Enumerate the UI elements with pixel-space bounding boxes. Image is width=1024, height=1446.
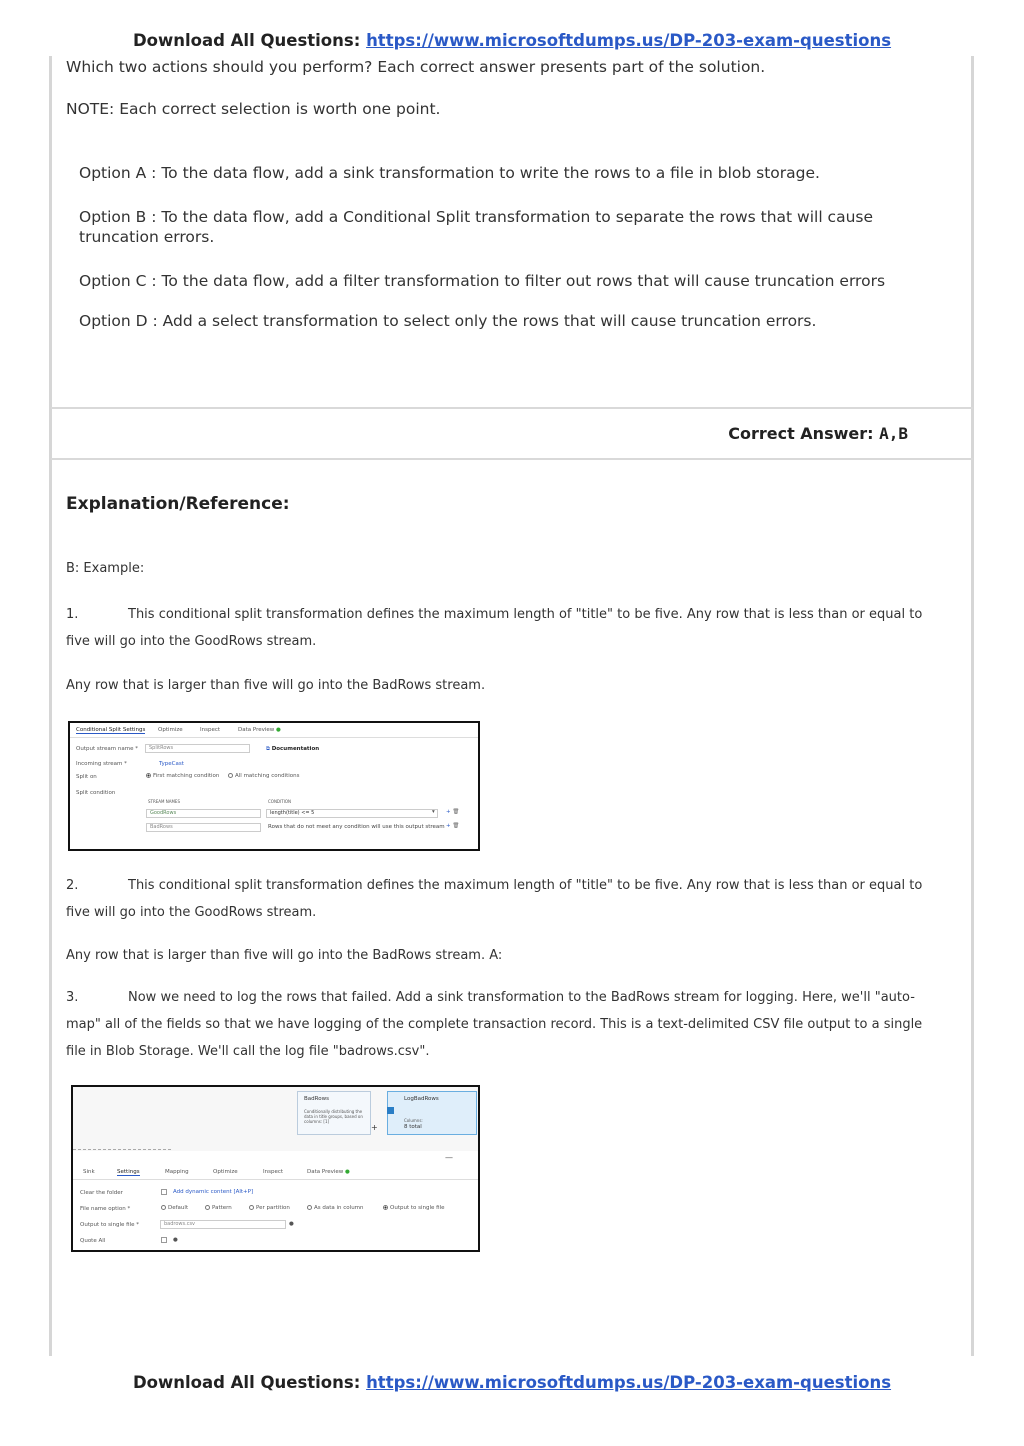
file-option-per-partition: Per partition <box>249 1205 290 1211</box>
minimize-icon: — <box>445 1153 453 1162</box>
clear-folder-checkbox <box>161 1189 167 1195</box>
quote-all-checkbox <box>161 1237 167 1243</box>
explanation-step-1 <box>66 601 936 655</box>
col-condition-header: CONDITION <box>268 799 291 804</box>
split-condition-label: Split condition <box>76 790 116 796</box>
tab-divider <box>70 737 480 738</box>
clear-folder-label: Clear the folder <box>80 1190 123 1196</box>
sink-settings-screenshot <box>71 1085 480 1252</box>
tab-conditional-split-settings: Conditional Split Settings <box>76 727 146 733</box>
step-2-text: This conditional split transformation defines the maximum length of "title" to be five. Any row that is less than or equal to <box>128 878 923 893</box>
info-icon: ● <box>289 1221 294 1227</box>
stream-badrows: BadRows <box>146 823 261 832</box>
logbadrows-node <box>387 1091 477 1135</box>
file-option-default: Default <box>161 1205 188 1211</box>
stream-goodrows: GoodRows <box>146 809 261 818</box>
incoming-stream-value: TypeCast <box>159 761 184 767</box>
add-row-icon: + 🗑 <box>446 809 460 815</box>
condition-badrows: Rows that do not meet any condition will use this output stream <box>268 824 445 830</box>
banner-link-bottom[interactable]: https://www.microsoftdumps.us/DP-203-exam-questions <box>366 1373 892 1392</box>
dynamic-content-link: Add dynamic content [Alt+P] <box>173 1189 254 1195</box>
add-node-icon: + <box>371 1123 378 1132</box>
tab-sink: Sink <box>83 1169 95 1175</box>
correct-answer-label: Correct Answer: <box>728 424 874 443</box>
step-3-number: 3. <box>66 990 79 1005</box>
add-row-icon-2: + 🗑 <box>446 823 460 829</box>
banner-label: Download All Questions: <box>132 31 361 50</box>
option-b: Option B : To the data flow, add a Conditional Split transformation to separate the rows that will cause truncation errors. <box>79 208 874 246</box>
explanation-step-3 <box>66 984 936 1065</box>
step-1-text-cont: five will go into the GoodRows stream. <box>66 634 317 649</box>
banner-label-bottom: Download All Questions: <box>132 1373 361 1392</box>
logbadrows-node-cols: Columns: <box>404 1118 423 1123</box>
option-c: Option C : To the data flow, add a filter transformation to filter out rows that will cause truncation errors <box>79 272 886 290</box>
file-option-pattern: Pattern <box>205 1205 232 1211</box>
tab-inspect: Inspect <box>263 1169 284 1175</box>
explanation-step-2 <box>66 872 936 926</box>
logbadrows-node-title: LogBadRows <box>404 1096 439 1102</box>
quote-all-label: Quote All <box>80 1238 106 1244</box>
download-banner-bottom <box>0 1373 1024 1392</box>
option-d: Option D : Add a select transformation to select only the rows that will cause truncation errors. <box>79 312 817 330</box>
banner-link[interactable]: https://www.microsoftdumps.us/DP-203-exam-questions <box>366 31 892 50</box>
incoming-stream-label: Incoming stream * <box>76 761 127 767</box>
tab-data-preview: Data Preview ● <box>238 727 281 733</box>
badrows-node <box>297 1091 371 1135</box>
correct-answer-value: A,B <box>879 424 908 443</box>
output-single-file-label: Output to single file * <box>80 1222 140 1228</box>
explanation-intro: B: Example: <box>66 561 145 576</box>
question-note: NOTE: Each correct selection is worth one point. <box>66 100 441 118</box>
tab-optimize: Optimize <box>158 727 183 733</box>
col-stream-header: STREAM NAMES <box>148 799 180 804</box>
step-1-number: 1. <box>66 607 79 622</box>
explanation-step-2b: Any row that is larger than five will go into the BadRows stream. A: <box>66 948 503 963</box>
tab-divider <box>73 1179 478 1180</box>
tab-optimize: Optimize <box>213 1169 238 1175</box>
split-all-radio: All matching conditions <box>228 773 300 779</box>
tab-data-preview: Data Preview ● <box>307 1169 350 1175</box>
tab-mapping: Mapping <box>165 1169 189 1175</box>
info-icon-2: ● <box>173 1237 178 1243</box>
canvas-divider <box>73 1149 171 1150</box>
explanation-step-1b: Any row that is larger than five will go into the BadRows stream. <box>66 678 486 693</box>
divider-answer-bottom <box>51 458 973 460</box>
step-2-number: 2. <box>66 878 79 893</box>
divider-answer-top <box>51 407 973 409</box>
file-option-output-single: Output to single file <box>383 1205 445 1211</box>
split-on-label: Split on <box>76 774 97 780</box>
file-option-as-data-in-column: As data in column <box>307 1205 364 1211</box>
correct-answer <box>728 424 908 443</box>
explanation-title: Explanation/Reference: <box>66 494 290 514</box>
download-banner-top <box>0 31 1024 50</box>
tab-settings: Settings <box>117 1169 140 1175</box>
step-1-text: This conditional split transformation defines the maximum length of "title" to be five. Any row that is less than or equal to <box>128 607 923 622</box>
logbadrows-node-total: 8 total <box>404 1124 422 1130</box>
output-stream-field: SplitRows <box>145 744 250 753</box>
split-first-radio: First matching condition <box>146 773 219 779</box>
condition-goodrows: length(title) <= 5 <box>266 809 438 818</box>
badrows-node-title: BadRows <box>304 1096 329 1102</box>
step-3-text: Now we need to log the rows that failed. Add a sink transformation to the BadRows stream for logging. Here, we'll "auto- <box>128 990 915 1005</box>
badrows-node-desc: Conditionally distributing the data in title groups, based on columns: [1] <box>304 1109 363 1124</box>
tab-inspect: Inspect <box>200 727 221 733</box>
condition-dropdown-icon: ▾ <box>432 809 435 815</box>
step-2-text-cont: five will go into the GoodRows stream. <box>66 905 317 920</box>
documentation-link: ⧉ Documentation <box>266 746 320 752</box>
file-name-option-label: File name option * <box>80 1206 131 1212</box>
step-3-text-cont: map" all of the fields so that we have logging of the complete transaction record. This is a text-delimited CSV file output to a single file in Blob Storage. We'll call the log file "badrows.csv". <box>66 1017 923 1059</box>
option-a: Option A : To the data flow, add a sink transformation to write the rows to a file in blob storage. <box>79 164 820 182</box>
conditional-split-screenshot <box>68 721 480 851</box>
question-prompt: Which two actions should you perform? Each correct answer presents part of the solution. <box>66 58 766 76</box>
output-single-file-field: badrows.csv <box>160 1220 286 1229</box>
output-stream-label: Output stream name * <box>76 746 138 752</box>
sink-icon <box>387 1107 394 1114</box>
